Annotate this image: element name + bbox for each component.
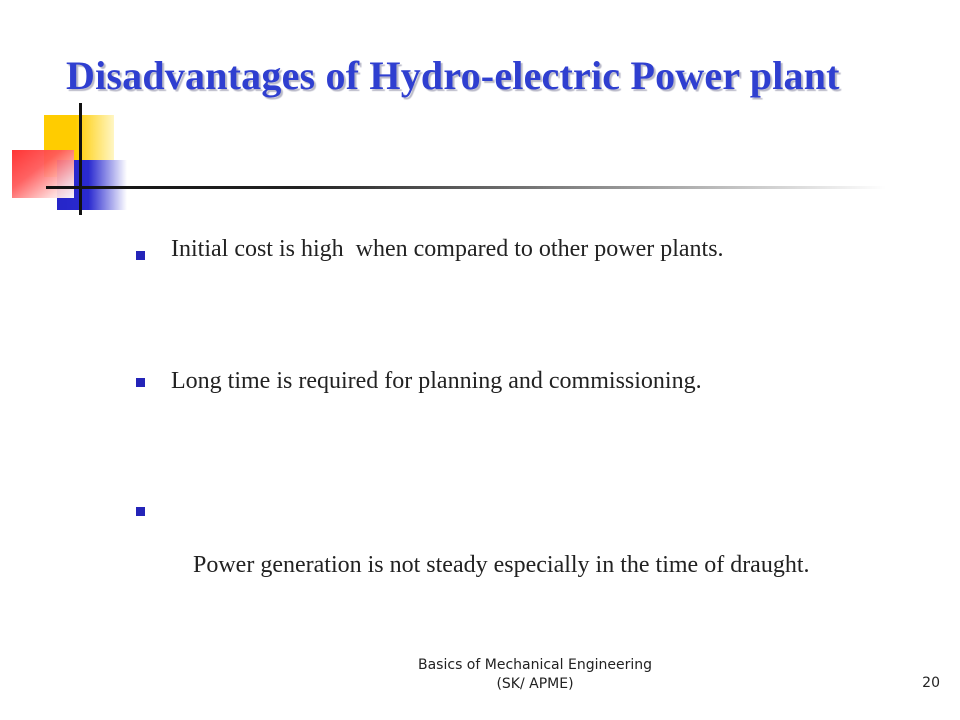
vertical-divider [79, 103, 82, 215]
footer-caption [370, 656, 700, 694]
bullet-marker [136, 251, 145, 260]
bullet-item: Initial cost is high when compared to other power plants. [171, 236, 724, 262]
bullet-item: Long time is required for planning and commissioning. [171, 368, 702, 394]
bullet-marker [136, 507, 145, 516]
red-square-decoration [12, 150, 74, 198]
slide-title: Disadvantages of Hydro-electric Power plant [66, 53, 840, 98]
bullet-text: Power generation is not steady especially in the time of draught. [193, 552, 810, 578]
bullet-item-wrapped [157, 484, 887, 646]
title-underline [46, 186, 886, 189]
bullet-marker [136, 378, 145, 387]
footer-line-1: Basics of Mechanical Engineering [418, 657, 652, 673]
page-number: 20 [922, 675, 940, 691]
footer-line-2: (SK/ APME) [496, 676, 574, 692]
